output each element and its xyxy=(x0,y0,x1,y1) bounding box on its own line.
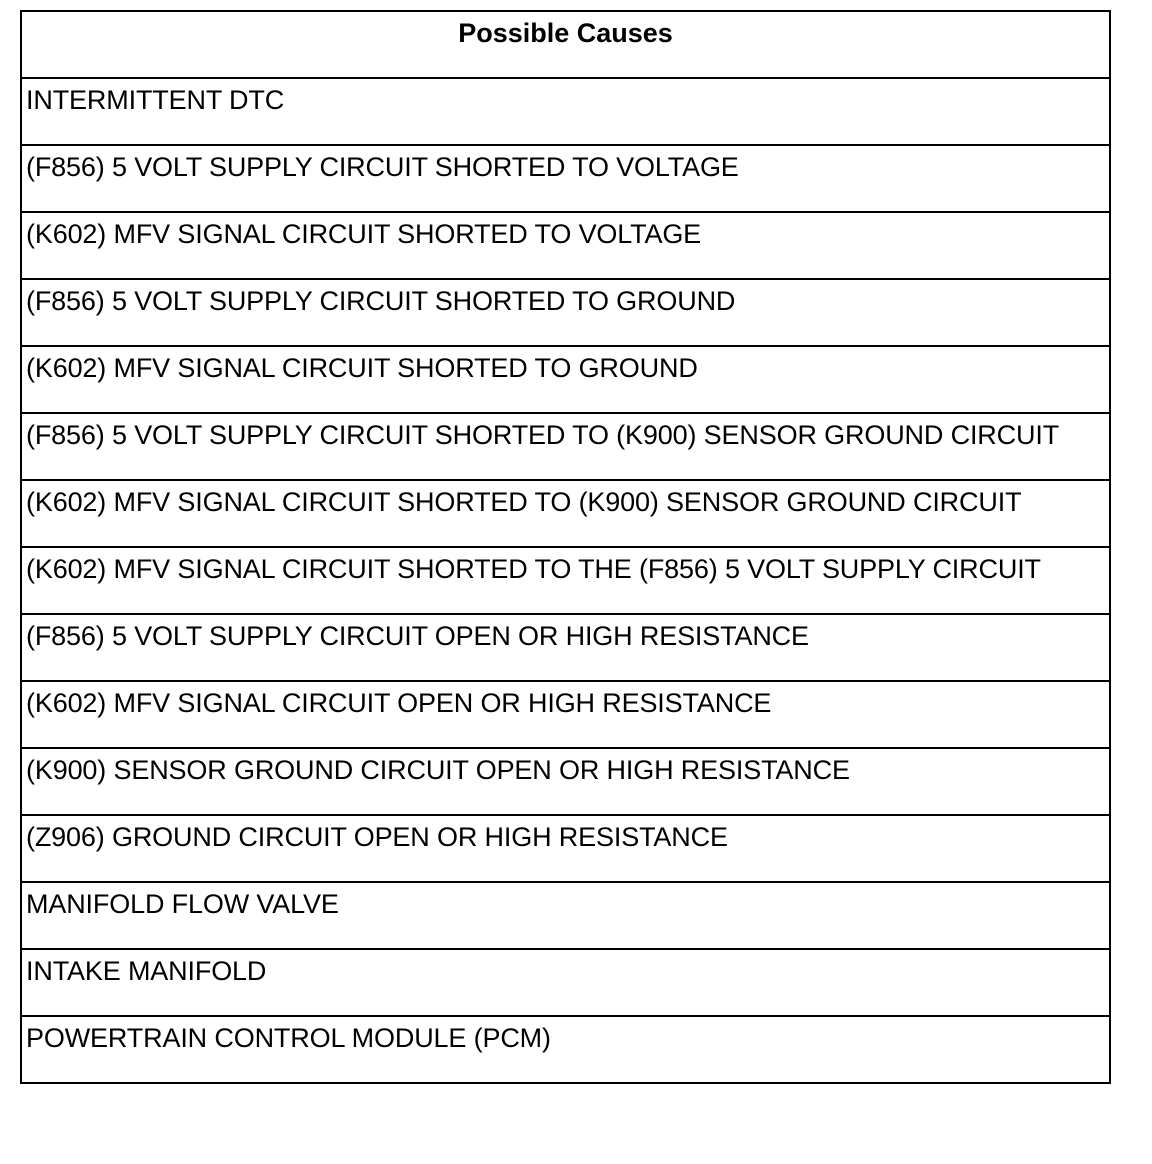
table-row xyxy=(21,212,1110,279)
table-row xyxy=(21,279,1110,346)
cause-cell: INTAKE MANIFOLD xyxy=(21,949,1110,1016)
table-row xyxy=(21,815,1110,882)
table-row xyxy=(21,681,1110,748)
table-row xyxy=(21,882,1110,949)
cause-cell: (F856) 5 VOLT SUPPLY CIRCUIT SHORTED TO GROUND xyxy=(21,279,1110,346)
cause-cell: INTERMITTENT DTC xyxy=(21,78,1110,145)
table-row xyxy=(21,480,1110,547)
table-row xyxy=(21,1016,1110,1083)
column-header-possible-causes: Possible Causes xyxy=(21,11,1110,78)
table-row xyxy=(21,547,1110,614)
table-row xyxy=(21,346,1110,413)
cause-cell: (K900) SENSOR GROUND CIRCUIT OPEN OR HIGH RESISTANCE xyxy=(21,748,1110,815)
possible-causes-table xyxy=(20,10,1111,1084)
cause-cell: (F856) 5 VOLT SUPPLY CIRCUIT SHORTED TO VOLTAGE xyxy=(21,145,1110,212)
table-header-row xyxy=(21,11,1110,78)
cause-cell: (F856) 5 VOLT SUPPLY CIRCUIT OPEN OR HIGH RESISTANCE xyxy=(21,614,1110,681)
table-row xyxy=(21,614,1110,681)
cause-cell: (K602) MFV SIGNAL CIRCUIT OPEN OR HIGH RESISTANCE xyxy=(21,681,1110,748)
table-row xyxy=(21,949,1110,1016)
cause-cell: (K602) MFV SIGNAL CIRCUIT SHORTED TO VOLTAGE xyxy=(21,212,1110,279)
table-row xyxy=(21,748,1110,815)
table-row xyxy=(21,145,1110,212)
cause-cell: (K602) MFV SIGNAL CIRCUIT SHORTED TO GROUND xyxy=(21,346,1110,413)
cause-cell: POWERTRAIN CONTROL MODULE (PCM) xyxy=(21,1016,1110,1083)
table-row xyxy=(21,78,1110,145)
table-row xyxy=(21,413,1110,480)
cause-cell: (K602) MFV SIGNAL CIRCUIT SHORTED TO (K900) SENSOR GROUND CIRCUIT xyxy=(21,480,1110,547)
cause-cell: (Z906) GROUND CIRCUIT OPEN OR HIGH RESISTANCE xyxy=(21,815,1110,882)
cause-cell: (K602) MFV SIGNAL CIRCUIT SHORTED TO THE (F856) 5 VOLT SUPPLY CIRCUIT xyxy=(21,547,1110,614)
cause-cell: MANIFOLD FLOW VALVE xyxy=(21,882,1110,949)
cause-cell: (F856) 5 VOLT SUPPLY CIRCUIT SHORTED TO (K900) SENSOR GROUND CIRCUIT xyxy=(21,413,1110,480)
